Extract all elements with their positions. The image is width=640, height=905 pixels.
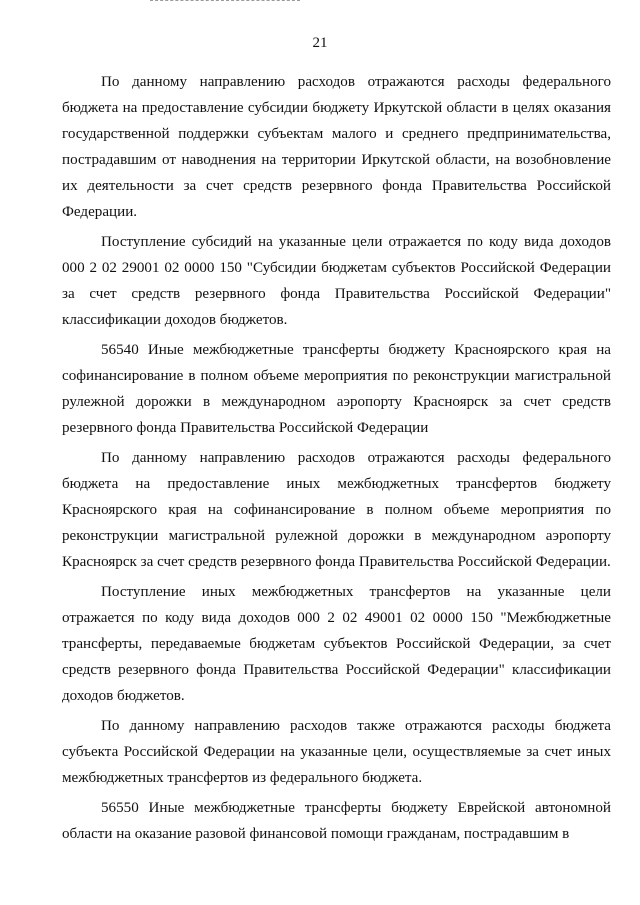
- page-number: 21: [312, 35, 328, 51]
- paragraph-transfers-income-code: Поступление иных межбюджетных трансфертов на указанные цели отражается по коду вида доходов 000 2 02 49001 02 0000 150 "Межбюджетные трансферты, передаваемые бюджетам субъектов Российской Федерации, за счет средств резервного фонда Правительства Российской Федерации" классификации доходов бюджетов.: [62, 584, 611, 704]
- paragraph-krasnoyarsk-expenses: По данному направлению расходов отражаются расходы федерального бюджета на предоставление иных межбюджетных трансфертов бюджету Красноярского края на софинансирование в полном объеме мероприятия по реконструкции магистральной рулежной дорожки в международном аэропорту Красноярск за счет средств резервного фонда Правительства Российской Федерации.: [62, 450, 611, 570]
- paragraph-subsidy-income-code: Поступление субсидий на указанные цели отражается по коду вида доходов 000 2 02 29001 02 0000 150 "Субсидии бюджетам субъектов Российской Федерации за счет средств резервного фонда Правительства Российской Федерации" классификации доходов бюджетов.: [62, 234, 611, 328]
- paragraph-56540-heading: 56540 Иные межбюджетные трансферты бюджету Красноярского края на софинансирование в полном объеме мероприятия по реконструкции магистральной рулежной дорожки в международном аэропорту Красноярск за счет средств резервного фонда Правительства Российской Федерации: [62, 342, 611, 436]
- top-scan-rule: [150, 0, 300, 3]
- paragraph-56550-heading: 56550 Иные межбюджетные трансферты бюджету Еврейской автономной области на оказание разовой финансовой помощи гражданам, пострадавшим в: [62, 800, 611, 842]
- paragraph-irkutsk-expenses: По данному направлению расходов отражаются расходы федерального бюджета на предоставление субсидии бюджету Иркутской области в целях оказания государственной поддержки субъектам малого и среднего предпринимательства, пострадавшим от наводнения на территории Иркутской области, на возобновление их деятельности за счет средств резервного фонда Правительства Российской Федерации.: [62, 74, 611, 220]
- paragraph-subject-budget-expenses: По данному направлению расходов также отражаются расходы бюджета субъекта Российской Федерации на указанные цели, осуществляемые за счет иных межбюджетных трансфертов из федерального бюджета.: [62, 718, 611, 786]
- document-body: [62, 69, 611, 851]
